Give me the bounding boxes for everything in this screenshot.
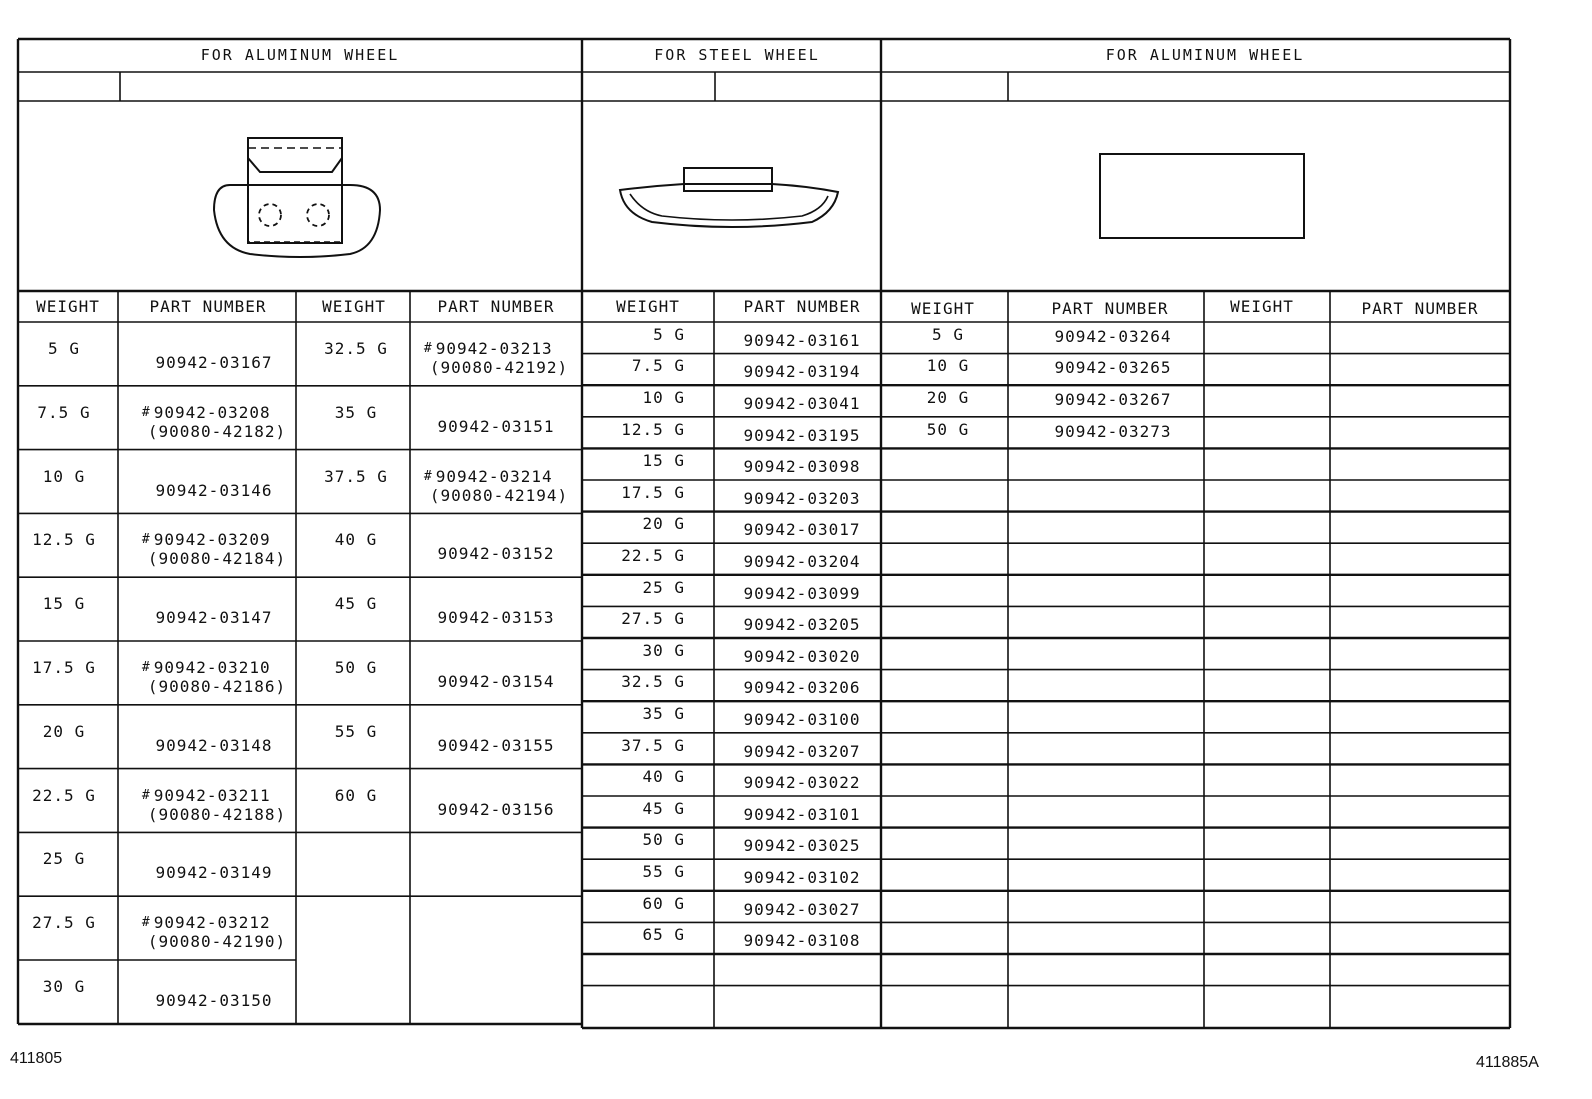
weight-cell: 10 G [926, 356, 970, 376]
part-number: 90942-03102 [743, 868, 861, 887]
part-number-cell [142, 786, 286, 824]
weight-cell: 7.5 G [37, 402, 91, 422]
section-header-steel: FOR STEEL WHEEL [654, 46, 820, 64]
weight-cell: 5 G [932, 324, 964, 344]
weight-cell: 60 G [334, 785, 378, 805]
part-number: 90942-03027 [743, 899, 861, 919]
part-number: 90942-03151 [437, 416, 555, 436]
part-number: 90942-03203 [743, 488, 861, 508]
col-header-weight: WEIGHT [911, 299, 975, 318]
col-header-weight: WEIGHT [1230, 297, 1294, 316]
hash-mark: # [141, 915, 151, 931]
weight-cell: 20 G [926, 388, 970, 407]
weight-cell: 25 G [42, 849, 86, 869]
part-number: 90942-03154 [437, 671, 555, 691]
weight-cell: 37.5 G [621, 735, 685, 755]
weight-cell: 32.5 G [621, 672, 685, 692]
hash-mark: # [423, 468, 433, 484]
weight-cell: 60 G [642, 893, 685, 913]
part-number: 90942-03100 [743, 710, 861, 729]
hash-mark: # [141, 404, 151, 420]
part-number: 90942-03017 [743, 520, 861, 540]
part-number-cell [142, 403, 286, 441]
part-number: 90942-03147 [155, 608, 273, 628]
part-number-cell [142, 530, 286, 568]
part-number: 90942-03149 [155, 863, 273, 883]
part-number-cell [142, 913, 286, 951]
part-number: 90942-03204 [743, 552, 861, 571]
part-number: 90942-03208 [153, 402, 271, 422]
weight-cell: 35 G [334, 402, 378, 422]
part-number: 90942-03211 [153, 785, 271, 805]
alternate-part-number: (90080-42188) [147, 804, 287, 824]
hash-mark: # [423, 340, 433, 356]
weight-cell: 27.5 G [621, 609, 685, 629]
part-number: 90942-03152 [437, 544, 555, 564]
part-number: 90942-03206 [743, 678, 861, 698]
weight-cell: 32.5 G [324, 338, 388, 358]
alternate-part-number: (90080-42194) [429, 485, 569, 505]
hash-mark: # [141, 659, 151, 675]
hash-mark: # [141, 532, 151, 548]
part-number: 90942-03213 [435, 338, 553, 358]
alternate-part-number: (90080-42182) [147, 421, 287, 441]
clip-on-weight-figure [200, 130, 400, 265]
weight-cell: 30 G [42, 976, 86, 996]
alternate-part-number: (90080-42186) [147, 676, 287, 696]
part-number: 90942-03146 [155, 480, 273, 500]
part-number: 90942-03167 [155, 352, 273, 372]
part-number: 90942-03161 [743, 330, 861, 350]
alternate-part-number: (90080-42192) [429, 357, 569, 377]
weight-cell: 12.5 G [621, 419, 685, 439]
weight-cell: 65 G [642, 925, 685, 945]
alternate-part-number: (90080-42190) [147, 932, 287, 952]
weight-cell: 37.5 G [324, 466, 388, 486]
weight-cell: 17.5 G [32, 657, 96, 677]
footer-right-code: 411885A [1476, 1054, 1539, 1071]
col-header-part-number: PART NUMBER [1051, 299, 1169, 318]
weight-cell: 7.5 G [631, 356, 685, 376]
col-header-weight: WEIGHT [36, 297, 100, 316]
part-number: 90942-03099 [743, 583, 861, 603]
part-number: 90942-03156 [437, 799, 555, 819]
weight-cell: 55 G [642, 862, 685, 881]
part-number: 90942-03265 [1054, 358, 1172, 378]
weight-cell: 15 G [642, 451, 685, 471]
col-header-weight: WEIGHT [322, 297, 386, 316]
part-number: 90942-03155 [437, 735, 555, 755]
alternate-part-number: (90080-42184) [147, 549, 287, 569]
section-header-aluminum-left: FOR ALUMINUM WHEEL [200, 46, 400, 64]
part-number: 90942-03205 [743, 615, 861, 635]
weight-cell: 50 G [334, 657, 378, 677]
weight-cell: 45 G [642, 798, 685, 818]
footer-left-code: 411805 [10, 1050, 63, 1067]
part-number-cell [142, 658, 286, 696]
weight-cell: 5 G [653, 324, 685, 344]
weight-cell: 35 G [642, 704, 685, 723]
part-number: 90942-03022 [743, 773, 861, 793]
part-number: 90942-03273 [1054, 421, 1172, 441]
part-number: 90942-03041 [743, 394, 861, 413]
weight-cell: 40 G [642, 767, 685, 787]
weight-cell: 12.5 G [32, 530, 96, 550]
col-header-part-number: PART NUMBER [149, 297, 267, 316]
part-number: 90942-03150 [155, 990, 273, 1010]
weight-cell: 22.5 G [32, 785, 96, 805]
part-number: 90942-03098 [743, 457, 861, 477]
col-header-weight: WEIGHT [616, 297, 680, 316]
col-header-part-number: PART NUMBER [743, 297, 861, 316]
part-number: 90942-03153 [437, 608, 555, 628]
weight-cell: 50 G [642, 830, 685, 850]
weight-cell: 45 G [334, 594, 378, 614]
part-number: 90942-03108 [743, 931, 861, 951]
part-number: 90942-03020 [743, 646, 861, 666]
part-number: 90942-03101 [743, 804, 861, 824]
weight-cell: 10 G [42, 466, 86, 486]
part-number: 90942-03209 [153, 530, 271, 550]
hash-mark: # [141, 787, 151, 803]
part-number-cell [424, 467, 568, 505]
part-number: 90942-03267 [1054, 390, 1172, 409]
part-number: 90942-03207 [743, 741, 861, 761]
adhesive-weight-figure [1098, 152, 1308, 242]
weight-cell: 10 G [642, 388, 685, 407]
part-number: 90942-03195 [743, 425, 861, 445]
part-number: 90942-03264 [1054, 326, 1172, 346]
weight-cell: 30 G [642, 640, 685, 660]
part-number: 90942-03214 [435, 466, 553, 486]
weight-cell: 5 G [48, 338, 80, 358]
part-number: 90942-03210 [153, 657, 271, 677]
section-header-aluminum-right: FOR ALUMINUM WHEEL [1105, 46, 1305, 64]
weight-cell: 55 G [334, 721, 378, 741]
steel-clip-weight-figure [612, 160, 842, 240]
col-header-part-number: PART NUMBER [437, 297, 555, 316]
weight-cell: 40 G [334, 530, 378, 550]
weight-cell: 20 G [642, 514, 685, 534]
weight-cell: 27.5 G [32, 913, 96, 933]
part-number: 90942-03025 [743, 836, 861, 856]
part-number: 90942-03148 [155, 735, 273, 755]
part-number: 90942-03194 [743, 362, 861, 382]
weight-cell: 22.5 G [621, 546, 685, 565]
weight-cell: 17.5 G [621, 482, 685, 502]
weight-cell: 20 G [42, 721, 86, 741]
col-header-part-number: PART NUMBER [1361, 299, 1479, 318]
weight-cell: 25 G [642, 577, 685, 597]
weight-cell: 15 G [42, 594, 86, 614]
part-number-cell [424, 339, 568, 377]
weight-cell: 50 G [926, 419, 970, 439]
part-number: 90942-03212 [153, 913, 271, 933]
